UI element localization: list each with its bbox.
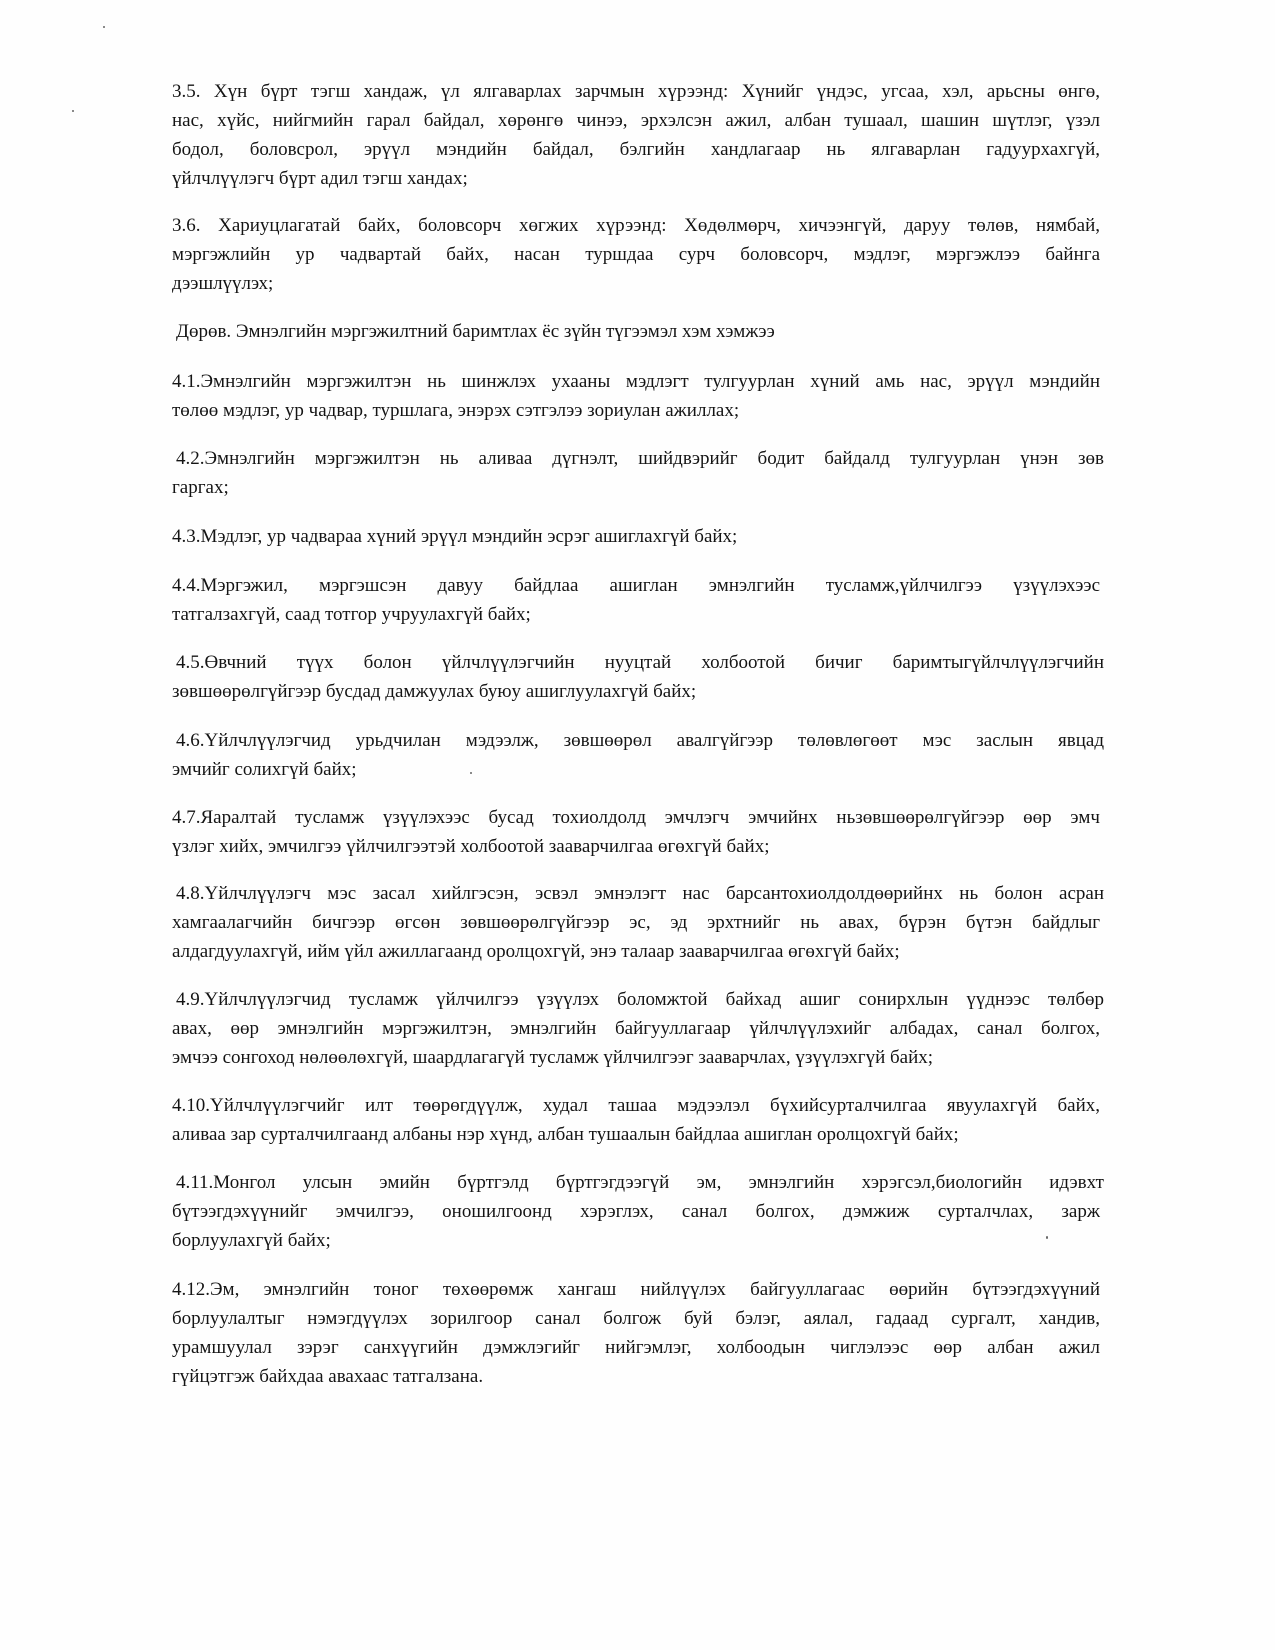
text-line: алдагдуулахгүй, ийм үйл ажиллагаанд оролцохгүй, энэ талаар зааварчилгаа өгөхгүй байх; [172, 941, 900, 962]
text-line: татгалзахгүй, саад тотгор учруулахгүй байх; [172, 604, 531, 625]
paragraph-4-3 [172, 522, 1100, 551]
text-line: хамгаалагчийн бичгээр өгсөн зөвшөөрөлгүйгээр эс, эд эрхтнийг нь авах, бүрэн бүтэн байдлыг [172, 912, 1100, 933]
text-line: 4.5.Өвчний түүх болон үйлчлүүлэгчийн нууцтай холбоотой бичиг баримтыгүйлчлүүлэгчийн [176, 652, 1104, 673]
text-line: гүйцэтгэж байхдаа авахаас татгалзана. [172, 1366, 484, 1387]
text-line: 4.2.Эмнэлгийн мэргэжилтэн нь аливаа дүгнэлт, шийдвэрийг бодит байдалд тулгуурлан үнэн зөв [176, 448, 1104, 469]
text-line: бүтээгдэхүүнийг эмчилгээ, оношилгоонд хэрэглэх, санал болгох, дэмжиж сурталчлах, зарж [172, 1201, 1100, 1222]
text-line: эмчээ сонгоход нөлөөлөхгүй, шаардлагагүй тусламж үйлчилгээг зааварчлах, үзүүлэхгүй байх; [172, 1047, 934, 1068]
text-line: төлөө мэдлэг, ур чадвар, туршлага, энэрэх сэтгэлээ зориулан ажиллах; [172, 400, 740, 421]
text-line: 4.8.Үйлчлүүлэгч мэс засал хийлгэсэн, эсвэл эмнэлэгт нас барсантохиолдолдөөрийнх нь болон асран [176, 883, 1104, 904]
scan-speck [1046, 1236, 1048, 1239]
paragraph-3-5 [172, 77, 1100, 193]
text-line: зөвшөөрөлгүйгээр бусдад дамжуулах буюу ашиглуулахгүй байх; [172, 681, 697, 702]
paragraph-4-12 [172, 1275, 1100, 1391]
text-line: гаргах; [172, 477, 229, 498]
text-line: мэргэжлийн ур чадвартай байх, насан туршдаа сурч боловсорч, мэдлэг, мэргэжлээ байнга [172, 244, 1100, 265]
paragraph-4-1 [172, 367, 1100, 425]
paragraph-4-4 [172, 571, 1100, 629]
text-line: 4.6.Үйлчлүүлэгчид урьдчилан мэдээлж, зөвшөөрөл авалгүйгээр төлөвлөгөөт мэс заслын явцад [176, 730, 1104, 751]
text-line: 3.5. Хүн бүрт тэгш хандаж, үл ялгаварлах зарчмын хүрээнд: Хүнийг үндэс, угсаа, хэл, арьсны өнгө, [172, 81, 1100, 102]
scan-speck [470, 772, 472, 774]
text-line: нас, хүйс, нийгмийн гарал байдал, хөрөнгө чинээ, эрхэлсэн ажил, албан тушаал, шашин шүтлэг, үзэл [172, 110, 1100, 131]
paragraph-4-7 [172, 803, 1100, 861]
text-line: 4.10.Үйлчлүүлэгчийг илт төөрөгдүүлж, худал ташаа мэдээлэл бүхийсурталчилгаа явуулахгүй байх, [172, 1095, 1100, 1116]
text-line: 3.6. Хариуцлагатай байх, боловсорч хөгжих хүрээнд: Хөдөлмөрч, хичээнгүй, даруу төлөв, нямбай, [172, 215, 1100, 236]
text-line: үзлэг хийх, эмчилгээ үйлчилгээтэй холбоотой зааварчилгаа өгөхгүй байх; [172, 836, 770, 857]
text-line: аливаа зар сурталчилгаанд албаны нэр хүнд, албан тушаалын байдлаа ашиглан оролцохгүй байх; [172, 1124, 959, 1145]
text-line: 4.12.Эм, эмнэлгийн тоног төхөөрөмж хангаш нийлүүлэх байгууллагаас өөрийн бүтээгдэхүүний [172, 1279, 1100, 1300]
section-heading-4 [172, 317, 1100, 346]
text-line: 4.3.Мэдлэг, ур чадвараа хүний эрүүл мэндийн эсрэг ашиглахгүй байх; [172, 526, 738, 547]
text-line: борлуулахгүй байх; [172, 1230, 331, 1251]
scan-speck [103, 26, 105, 28]
text-line: 4.9.Үйлчлүүлэгчид тусламж үйлчилгээ үзүүлэх боломжтой байхад ашиг сонирхлын үүднээс төлбөр [176, 989, 1104, 1010]
section-heading-text: Дөрөв. Эмнэлгийн мэргэжилтний баримтлах ёс зүйн түгээмэл хэм хэмжээ [176, 321, 775, 342]
text-line: эмчийг солихгүй байх; [172, 759, 357, 780]
paragraph-3-6 [172, 211, 1100, 298]
text-line: борлуулалтыг нэмэгдүүлэх зорилгоор санал болгож буй бэлэг, аялал, гадаад сургалт, хандив, [172, 1308, 1100, 1329]
text-line: 4.1.Эмнэлгийн мэргэжилтэн нь шинжлэх ухааны мэдлэгт тулгуурлан хүний амь нас, эрүүл мэндийн [172, 371, 1100, 392]
paragraph-4-11 [172, 1168, 1104, 1255]
paragraph-4-9 [172, 985, 1104, 1072]
text-line: үйлчлүүлэгч бүрт адил тэгш хандах; [172, 168, 468, 189]
text-line: 4.4.Мэргэжил, мэргэшсэн давуу байдлаа ашиглан эмнэлгийн тусламж,үйлчилгээ үзүүлэхээс [172, 575, 1100, 596]
text-line: 4.7.Яаралтай тусламж үзүүлэхээс бусад тохиолдолд эмчлэгч эмчийнх ньзөвшөөрөлгүйгээр өөр эмч [172, 807, 1100, 828]
text-line: урамшуулал зэрэг санхүүгийн дэмжлэгийг нийгэмлэг, холбоодын чиглэлээс өөр албан ажил [172, 1337, 1100, 1358]
paragraph-4-6 [172, 726, 1104, 784]
paragraph-4-5 [172, 648, 1104, 706]
text-line: 4.11.Монгол улсын эмийн бүртгэлд бүртгэгдээгүй эм, эмнэлгийн хэрэгсэл,биологийн идэвхт [176, 1172, 1104, 1193]
text-line: авах, өөр эмнэлгийн мэргэжилтэн, эмнэлгийн байгууллагаар үйлчлүүлэхийг албадах, санал болгох, [172, 1018, 1100, 1039]
text-line: бодол, боловсрол, эрүүл мэндийн байдал, бэлгийн хандлагаар нь ялгаварлан гадуурхахгүй, [172, 139, 1100, 160]
paragraph-4-10 [172, 1091, 1100, 1149]
paragraph-4-2 [172, 444, 1104, 502]
text-line: дээшлүүлэх; [172, 273, 274, 294]
scan-speck [72, 110, 74, 112]
paragraph-4-8 [172, 879, 1104, 966]
